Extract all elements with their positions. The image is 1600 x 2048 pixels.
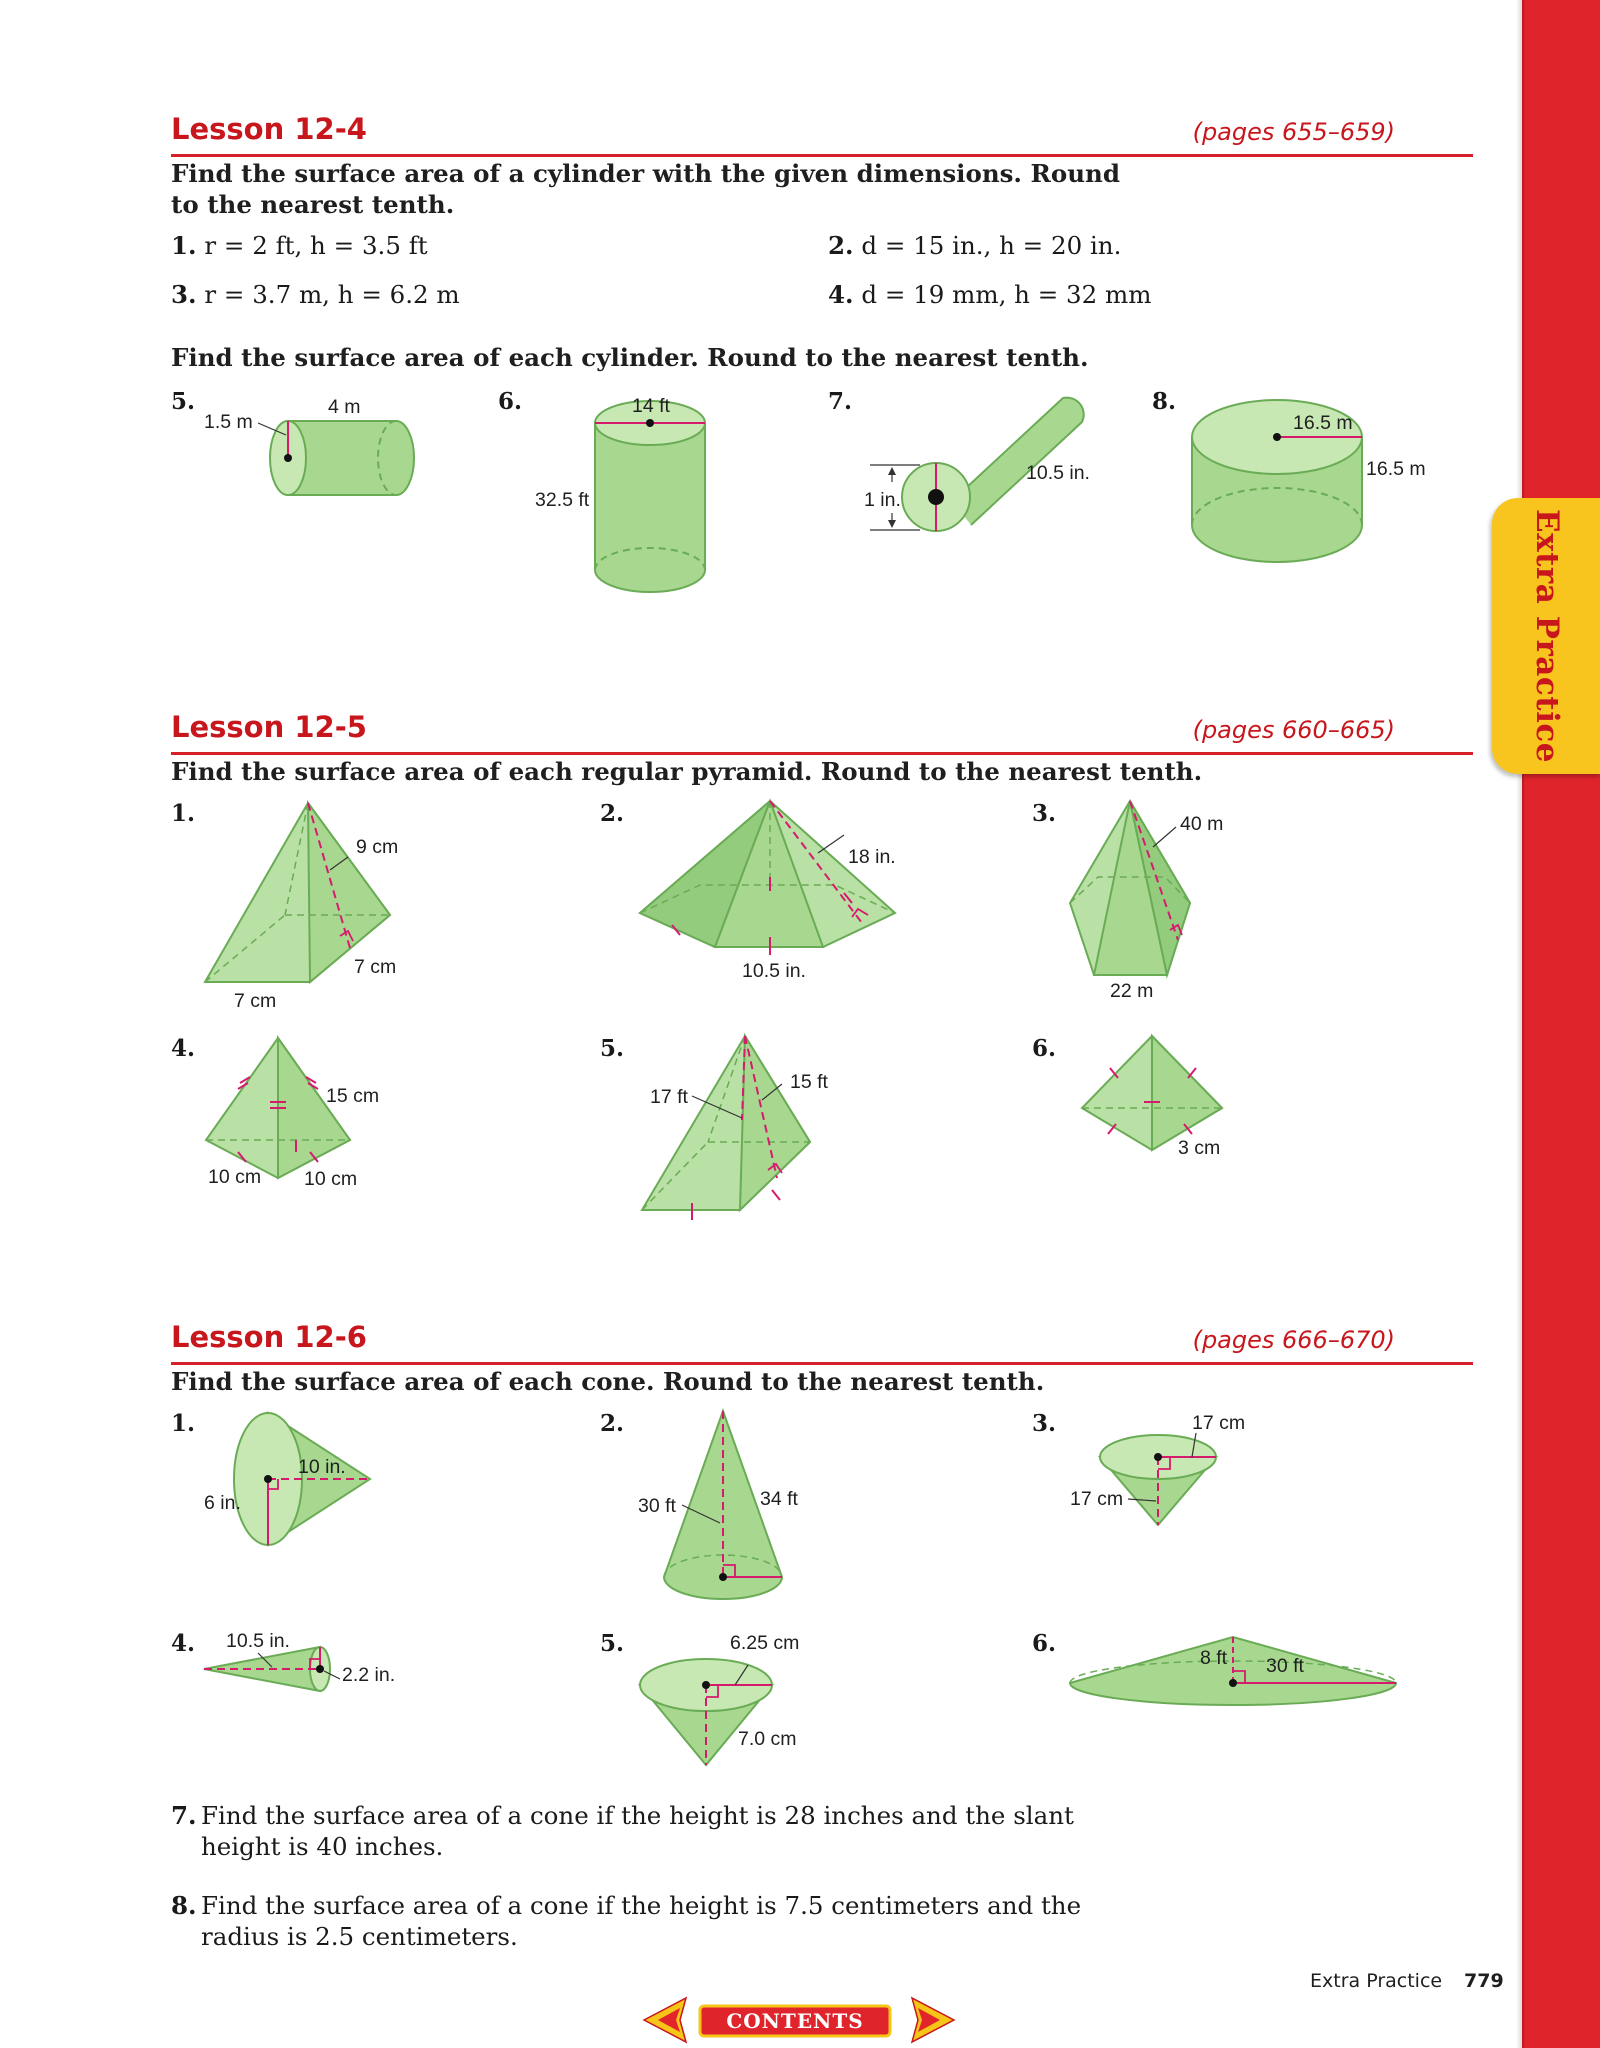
pyramid-figure-5 <box>630 1030 890 1230</box>
cylinder-figure-6 <box>520 385 740 615</box>
figure-number: 4. <box>171 1035 196 1062</box>
problem-3: 3. r = 3.7 m, h = 6.2 m <box>171 280 460 309</box>
figure-number: 4. <box>171 1630 196 1657</box>
cylinder-label: 1.5 m <box>204 411 253 433</box>
cone-label: 8 ft <box>1200 1647 1228 1669</box>
word-problem-8: 8. Find the surface area of a cone if the height is 7.5 centimeters and the radius is 2.5 centimeters. <box>171 1891 1082 1951</box>
page-number: 779 <box>1464 1970 1504 1992</box>
cone-label: 10 in. <box>298 1456 346 1478</box>
instruction: Find the surface area of each cylinder. Round to the nearest tenth. <box>171 343 1089 372</box>
figure-number: 3. <box>1032 800 1057 827</box>
figure-number: 2. <box>600 800 625 827</box>
cone-figure-4 <box>190 1625 420 1705</box>
figure-number: 8. <box>1152 388 1177 415</box>
cylinder-label: 14 ft <box>632 395 670 417</box>
cylinder-label: 16.5 m <box>1366 458 1426 480</box>
contents-label: CONTENTS <box>726 2009 864 2033</box>
pyramid-label: 9 cm <box>356 836 399 858</box>
pyramid-label: 40 m <box>1180 813 1224 835</box>
cone-figure-5 <box>620 1625 850 1775</box>
lesson-title: Lesson 12-6 <box>171 1320 367 1354</box>
cone-label: 10.5 in. <box>226 1630 290 1652</box>
side-bar <box>1522 0 1600 2048</box>
cone-label: 6 in. <box>204 1492 241 1514</box>
cone-label: 17 cm <box>1070 1488 1124 1510</box>
problem-1: 1. r = 2 ft, h = 3.5 ft <box>171 231 428 260</box>
contents-nav <box>640 1996 960 2044</box>
figure-number: 1. <box>171 1410 196 1437</box>
cone-label: 34 ft <box>760 1488 798 1510</box>
cone-label: 30 ft <box>638 1495 676 1517</box>
figure-number: 3. <box>1032 1410 1057 1437</box>
side-bar-shadow <box>1516 0 1524 2048</box>
pyramid-label: 22 m <box>1110 980 1154 1002</box>
cylinder-figure-5 <box>190 385 450 515</box>
cone-label: 6.25 cm <box>730 1632 800 1654</box>
figure-number: 6. <box>1032 1630 1057 1657</box>
figure-number: 2. <box>600 1410 625 1437</box>
pyramid-figure-2 <box>630 795 920 995</box>
pyramid-label: 15 cm <box>326 1085 380 1107</box>
prev-arrow-icon[interactable] <box>644 1998 686 2042</box>
lesson-pages: (pages 660–665) <box>1192 716 1395 744</box>
figure-number: 7. <box>828 388 853 415</box>
lesson-pages: (pages 666–670) <box>1192 1326 1395 1354</box>
cone-figure-3 <box>1060 1405 1300 1565</box>
instruction: Find the surface area of each cone. Round to the nearest tenth. <box>171 1367 1045 1396</box>
cylinder-figure-8 <box>1180 385 1440 575</box>
cylinder-label: 16.5 m <box>1293 412 1353 434</box>
pyramid-label: 17 ft <box>650 1086 688 1108</box>
figure-number: 6. <box>498 388 523 415</box>
pyramid-label: 7 cm <box>354 956 397 978</box>
pyramid-figure-6 <box>1070 1030 1290 1200</box>
cylinder-label: 10.5 in. <box>1026 462 1090 484</box>
pyramid-label: 10.5 in. <box>742 960 806 982</box>
pyramid-figure-1 <box>190 795 450 1015</box>
cylinder-label: 1 in. <box>864 489 901 511</box>
lesson-12-6-header <box>171 1316 1473 1365</box>
cylinder-label: 32.5 ft <box>535 489 590 511</box>
contents-button[interactable] <box>700 2006 890 2036</box>
pyramid-label: 10 cm <box>208 1166 262 1188</box>
figure-number: 1. <box>171 800 196 827</box>
figure-number: 5. <box>600 1630 625 1657</box>
lesson-title: Lesson 12-4 <box>171 112 367 146</box>
pyramid-label: 15 ft <box>790 1071 828 1093</box>
cylinder-label: 4 m <box>328 396 361 418</box>
pyramid-label: 3 cm <box>1178 1137 1221 1159</box>
instruction: Find the surface area of each regular pyramid. Round to the nearest tenth. <box>171 757 1203 786</box>
problem-2: 2. d = 15 in., h = 20 in. <box>828 231 1122 260</box>
cone-figure-6 <box>1060 1625 1410 1725</box>
cone-figure-1 <box>190 1405 420 1565</box>
pyramid-label: 7 cm <box>234 990 277 1012</box>
lesson-pages: (pages 655–659) <box>1192 118 1395 146</box>
pyramid-label: 18 in. <box>848 846 896 868</box>
lesson-12-4-header <box>171 108 1473 157</box>
lesson-title: Lesson 12-5 <box>171 710 367 744</box>
lesson-12-5-header <box>171 706 1473 755</box>
instruction: Find the surface area of a cylinder with the given dimensions. Round to the nearest tenth. <box>171 159 1120 219</box>
footer-section: Extra Practice <box>1310 1970 1443 1992</box>
figure-number: 5. <box>600 1035 625 1062</box>
cylinder-figure-7 <box>860 385 1120 545</box>
cone-figure-2 <box>620 1405 850 1620</box>
extra-practice-tab-label: Extra Practice <box>1529 509 1565 763</box>
next-arrow-icon[interactable] <box>912 1998 954 2042</box>
cone-label: 7.0 cm <box>738 1728 797 1750</box>
problem-4: 4. d = 19 mm, h = 32 mm <box>828 280 1152 309</box>
word-problem-7: 7. Find the surface area of a cone if the height is 28 inches and the slant height is 40 inches. <box>171 1801 1074 1861</box>
cone-label: 2.2 in. <box>342 1664 396 1686</box>
pyramid-figure-3 <box>1060 795 1320 1005</box>
figure-number: 5. <box>171 388 196 415</box>
figure-number: 6. <box>1032 1035 1057 1062</box>
pyramid-figure-4 <box>190 1030 430 1200</box>
pyramid-label: 10 cm <box>304 1168 358 1190</box>
cone-label: 17 cm <box>1192 1412 1246 1434</box>
cone-label: 30 ft <box>1266 1655 1304 1677</box>
